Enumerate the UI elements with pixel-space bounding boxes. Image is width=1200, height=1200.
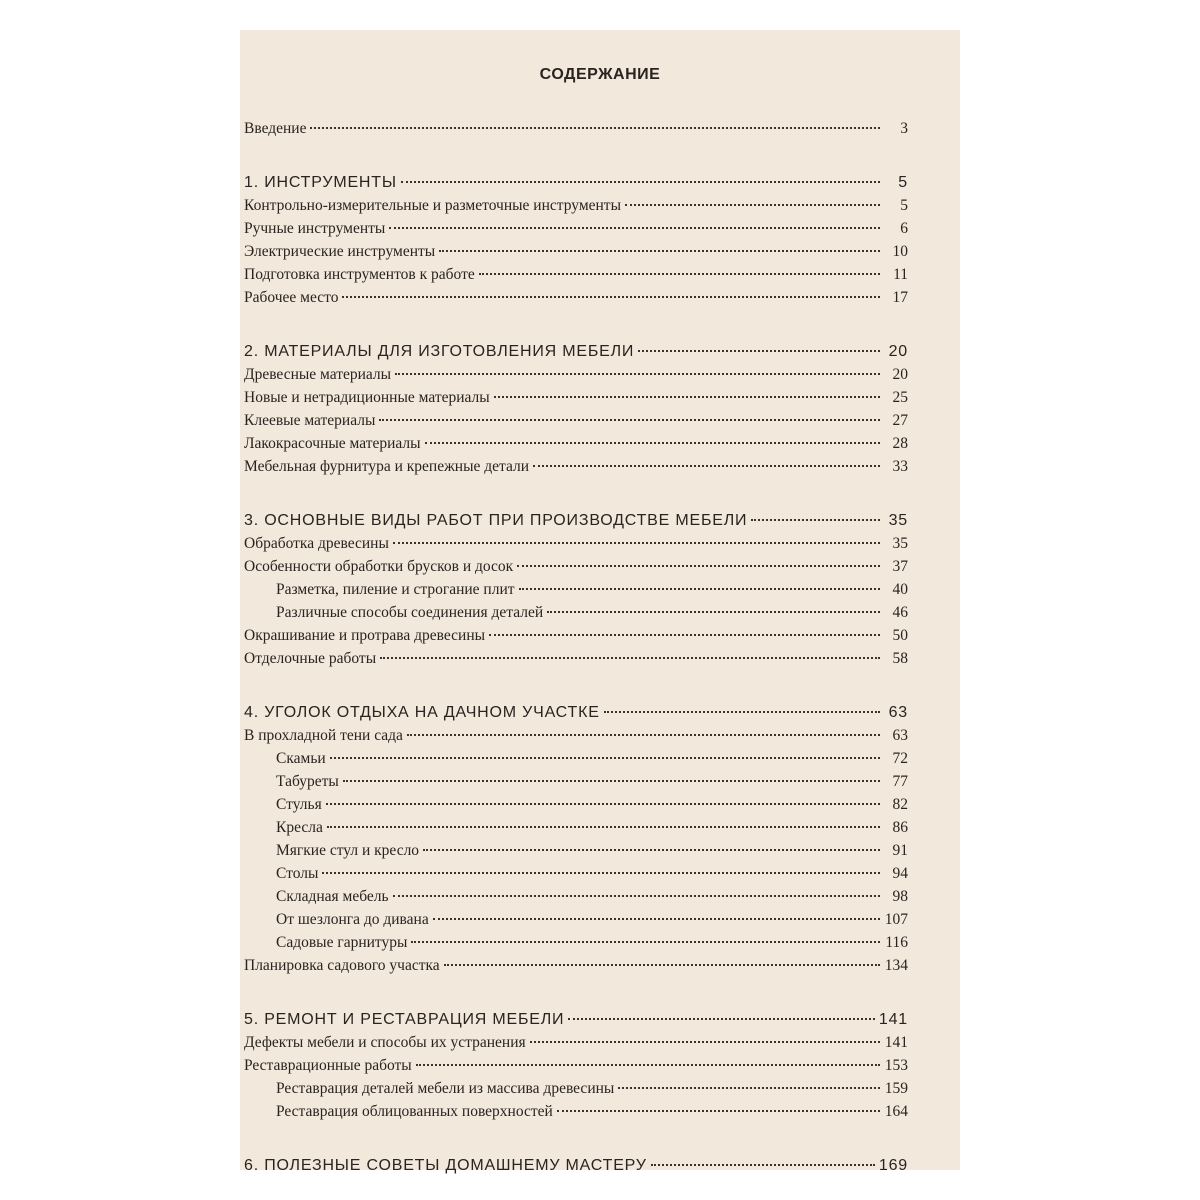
dot-leader [625,204,880,206]
toc-subentry [244,1103,908,1126]
toc-subentry [244,888,908,911]
toc-entry-title: Столы [276,865,319,882]
toc-section-heading [244,174,908,197]
toc-page-number: 40 [892,581,908,598]
toc-entry [244,627,908,650]
toc-section-heading [244,343,908,366]
toc-subentry [244,796,908,819]
dot-leader [416,1064,880,1066]
toc-entry-title: Мебельная фурнитура и крепежные детали [244,458,530,475]
toc-page-number: 82 [892,796,908,813]
toc-entry-title: Кресла [276,819,323,836]
toc-entry-title: Дефекты мебели и способы их устранения [244,1034,526,1051]
toc-entry-title: Мягкие стул и кресло [276,842,420,859]
toc-page-number: 20 [888,343,908,360]
dot-leader [479,273,880,275]
toc-page-number: 5 [898,174,908,191]
toc-entry-title: Электрические инструменты [244,243,436,260]
toc-entry-title: Древесные материалы [244,366,392,383]
toc-entry-title: Окрашивание и протрава древесины [244,627,486,644]
toc-page-number: 94 [892,865,908,882]
dot-leader [751,519,880,521]
toc-page-number: 11 [893,266,908,283]
toc-page-number: 72 [892,750,908,767]
toc-entry [244,435,908,458]
toc-page-number: 10 [892,243,908,260]
dot-leader [411,941,880,943]
dot-leader [557,1110,880,1112]
toc-subentry [244,865,908,888]
toc-entry [244,220,908,243]
toc-page-number: 28 [892,435,908,452]
dot-leader [330,757,880,759]
toc-entry [244,1034,908,1057]
page-title: СОДЕРЖАНИЕ [539,66,661,83]
toc-entry [244,1057,908,1080]
toc-page-number: 63 [892,727,908,744]
toc-page-number: 141 [884,1034,908,1051]
dot-leader [423,849,880,851]
toc-page-number: 46 [892,604,908,621]
toc-entry-title: Табуреты [276,773,339,790]
toc-page-number: 159 [884,1080,908,1097]
dot-leader [517,565,880,567]
toc-subentry [244,819,908,842]
table-of-contents [244,120,908,1180]
toc-entry-title: От шезлонга до дивана [276,911,429,928]
dot-leader [530,1041,880,1043]
toc-entry [244,957,908,980]
toc-entry-title: 5. РЕМОНТ И РЕСТАВРАЦИЯ МЕБЕЛИ [244,1011,565,1028]
toc-entry-title: 4. УГОЛОК ОТДЫХА НА ДАЧНОМ УЧАСТКЕ [244,704,600,721]
dot-leader [343,780,880,782]
toc-entry [244,243,908,266]
toc-page-number: 6 [900,220,908,237]
section-gap [244,143,908,174]
section-gap [244,481,908,512]
toc-entry-title: Отделочные работы [244,650,377,667]
toc-page-number: 98 [892,888,908,905]
dot-leader [433,918,880,920]
toc-page-number: 37 [892,558,908,575]
toc-entry-title: В прохладной тени сада [244,727,403,744]
dot-leader [547,611,880,613]
toc-entry-title: 2. МАТЕРИАЛЫ ДЛЯ ИЗГОТОВЛЕНИЯ МЕБЕЛИ [244,343,635,360]
dot-leader [533,465,880,467]
toc-entry-title: 6. ПОЛЕЗНЫЕ СОВЕТЫ ДОМАШНЕМУ МАСТЕРУ [244,1157,647,1174]
book-page [240,30,960,1174]
toc-entry-title: Контрольно-измерительные и разметочные инструменты [244,197,621,214]
toc-subentry [244,842,908,865]
toc-page-number: 63 [888,704,908,721]
dot-leader [322,872,880,874]
toc-entry [244,120,908,143]
dot-leader [568,1018,875,1020]
dot-leader [651,1164,875,1166]
toc-entry-title: Скамьи [276,750,326,767]
toc-entry-title: Особенности обработки брусков и досок [244,558,514,575]
toc-page-number: 116 [885,934,908,951]
toc-entry [244,266,908,289]
toc-section-heading [244,704,908,727]
toc-page-number: 27 [892,412,908,429]
toc-page-number: 164 [884,1103,908,1120]
section-gap [244,673,908,704]
section-gap [244,312,908,343]
toc-page-number: 35 [888,512,908,529]
toc-entry [244,389,908,412]
dot-leader [379,419,880,421]
toc-page-number: 58 [892,650,908,667]
dot-leader [444,964,880,966]
dot-leader [342,296,880,298]
toc-entry-title: Реставрация облицованных поверхностей [276,1103,553,1120]
toc-subentry [244,911,908,934]
toc-entry-title: Рабочее место [244,289,339,306]
toc-entry-title: Лакокрасочные материалы [244,435,421,452]
toc-subentry [244,581,908,604]
toc-entry [244,558,908,581]
toc-page-number: 86 [892,819,908,836]
dot-leader [604,711,880,713]
toc-entry [244,650,908,673]
toc-entry-title: Садовые гарнитуры [276,934,408,951]
toc-entry [244,458,908,481]
toc-section-heading [244,512,908,535]
toc-page-number: 5 [900,197,908,214]
toc-page-number: 153 [884,1057,908,1074]
dot-leader [393,542,880,544]
toc-entry-title: 3. ОСНОВНЫЕ ВИДЫ РАБОТ ПРИ ПРОИЗВОДСТВЕ МЕБЕЛИ [244,512,748,529]
toc-section-heading [244,1157,908,1180]
toc-page-number: 134 [884,957,908,974]
dot-leader [494,396,880,398]
dot-leader [519,588,880,590]
toc-entry [244,727,908,750]
toc-entry-title: Реставрационные работы [244,1057,412,1074]
dot-leader [618,1087,880,1089]
toc-entry-title: 1. ИНСТРУМЕНТЫ [244,174,397,191]
toc-page-number: 107 [884,911,908,928]
dot-leader [393,895,880,897]
toc-page-number: 50 [892,627,908,644]
toc-entry [244,289,908,312]
toc-page-number: 35 [892,535,908,552]
dot-leader [327,826,880,828]
toc-subentry [244,773,908,796]
toc-page-number: 91 [892,842,908,859]
toc-entry-title: Различные способы соединения деталей [276,604,544,621]
section-gap [244,980,908,1011]
toc-entry-title: Стулья [276,796,322,813]
toc-page-number: 3 [900,120,908,137]
toc-entry-title: Планировка садового участка [244,957,440,974]
toc-subentry [244,1080,908,1103]
toc-entry-title: Новые и нетрадиционные материалы [244,389,490,406]
dot-leader [425,442,880,444]
toc-subentry [244,934,908,957]
toc-subentry [244,604,908,627]
dot-leader [407,734,880,736]
toc-entry-title: Складная мебель [276,888,389,905]
dot-leader [380,657,880,659]
toc-entry-title: Обработка древесины [244,535,389,552]
dot-leader [395,373,880,375]
toc-entry-title: Подготовка инструментов к работе [244,266,475,283]
toc-entry [244,535,908,558]
toc-page-number: 17 [892,289,908,306]
toc-entry-title: Реставрация деталей мебели из массива древесины [276,1080,615,1097]
dot-leader [401,181,880,183]
toc-entry [244,197,908,220]
toc-page-number: 33 [892,458,908,475]
toc-section-heading [244,1011,908,1034]
toc-page-number: 169 [878,1157,908,1174]
toc-page-number: 141 [878,1011,908,1028]
toc-entry-title: Клеевые материалы [244,412,376,429]
toc-subentry [244,750,908,773]
dot-leader [439,250,880,252]
toc-page-number: 77 [892,773,908,790]
toc-page-number: 25 [892,389,908,406]
dot-leader [310,127,880,129]
toc-entry [244,366,908,389]
toc-entry-title: Введение [244,120,307,137]
toc-page-number: 20 [892,366,908,383]
section-gap [244,1126,908,1157]
toc-entry-title: Ручные инструменты [244,220,386,237]
toc-entry [244,412,908,435]
dot-leader [638,350,880,352]
dot-leader [489,634,880,636]
toc-entry-title: Разметка, пиление и строгание плит [276,581,515,598]
dot-leader [326,803,880,805]
dot-leader [389,227,880,229]
